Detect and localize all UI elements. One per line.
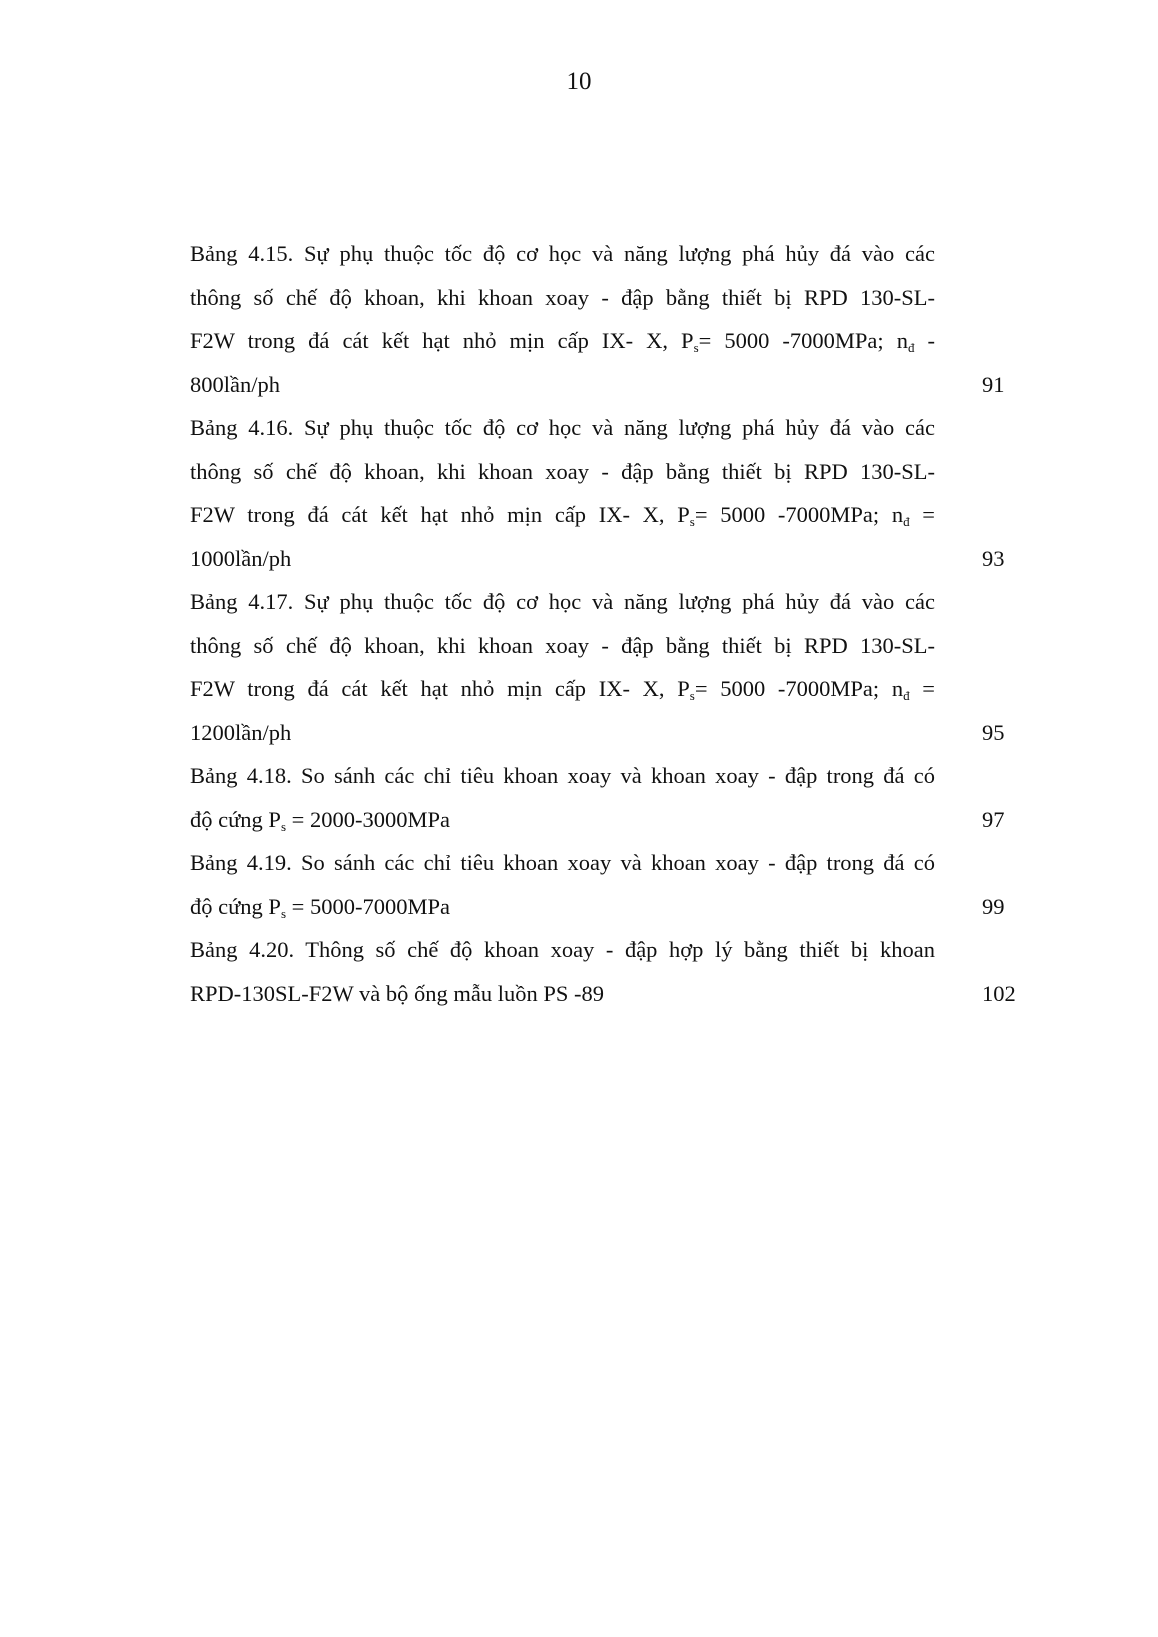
entry-text-line: Bảng 4.16. Sự phụ thuộc tốc độ cơ học và năng lượng phá hủy đá vào các [190, 415, 935, 440]
entry-page-number: 93 [982, 545, 1005, 571]
entry-page-number: 95 [982, 719, 1005, 745]
entry-page-number: 97 [982, 806, 1005, 832]
page-number: 10 [566, 68, 592, 95]
entry-text-line: 1000lần/ph [190, 545, 292, 571]
toc-entry-4-16[interactable] [190, 406, 1020, 580]
entry-text-line: 1200lần/ph [190, 719, 292, 745]
toc-entry-4-17[interactable] [190, 580, 1020, 754]
entry-text-line: F2W trong đá cát kết hạt nhỏ mịn cấp IX- X, $P_s= 5000$ -7000MPa; $n_đ$ - [190, 328, 935, 355]
toc-entry-4-20[interactable] [190, 928, 1020, 1015]
entry-page-number: 99 [982, 893, 1005, 919]
entry-page-number: 91 [982, 371, 1005, 397]
entry-text-line: 800lần/ph [190, 371, 280, 397]
entry-text-line: Bảng 4.20. Thông số chế độ khoan xoay - đập hợp lý bằng thiết bị khoan [190, 937, 935, 962]
toc-entry-4-15[interactable] [190, 232, 1020, 406]
entry-text-line: Bảng 4.15. Sự phụ thuộc tốc độ cơ học và năng lượng phá hủy đá vào các [190, 241, 935, 266]
entry-text-line: thông số chế độ khoan, khi khoan xoay - đập bằng thiết bị RPD 130-SL- [190, 632, 935, 658]
table-of-contents [190, 232, 1020, 1015]
entry-page-number: 102 [982, 980, 1016, 1006]
entry-text-line: độ cứng $P_s = 2000-3000MPa$ [190, 806, 450, 834]
entry-text-line: RPD-130SL-F2W và bộ ống mẫu luồn PS -89 [190, 980, 604, 1006]
entry-text-line: F2W trong đá cát kết hạt nhỏ mịn cấp IX- X, $P_s= 5000$ -7000MPa; $n_đ$ = [190, 502, 935, 529]
entry-text-line: Bảng 4.18. So sánh các chỉ tiêu khoan xoay và khoan xoay - đập trong đá có [190, 763, 935, 788]
entry-text-line: Bảng 4.17. Sự phụ thuộc tốc độ cơ học và năng lượng phá hủy đá vào các [190, 589, 935, 614]
toc-entry-4-19[interactable] [190, 841, 1020, 928]
entry-text-line: Bảng 4.19. So sánh các chỉ tiêu khoan xoay và khoan xoay - đập trong đá có [190, 850, 935, 875]
entry-text-line: độ cứng $P_s = 5000-7000MPa$ [190, 893, 450, 921]
entry-text-line: thông số chế độ khoan, khi khoan xoay - đập bằng thiết bị RPD 130-SL- [190, 458, 935, 484]
toc-entry-4-18[interactable] [190, 754, 1020, 841]
entry-text-line: F2W trong đá cát kết hạt nhỏ mịn cấp IX- X, $P_s= 5000$ -7000MPa; $n_đ$ = [190, 676, 935, 703]
entry-text-line: thông số chế độ khoan, khi khoan xoay - đập bằng thiết bị RPD 130-SL- [190, 284, 935, 310]
